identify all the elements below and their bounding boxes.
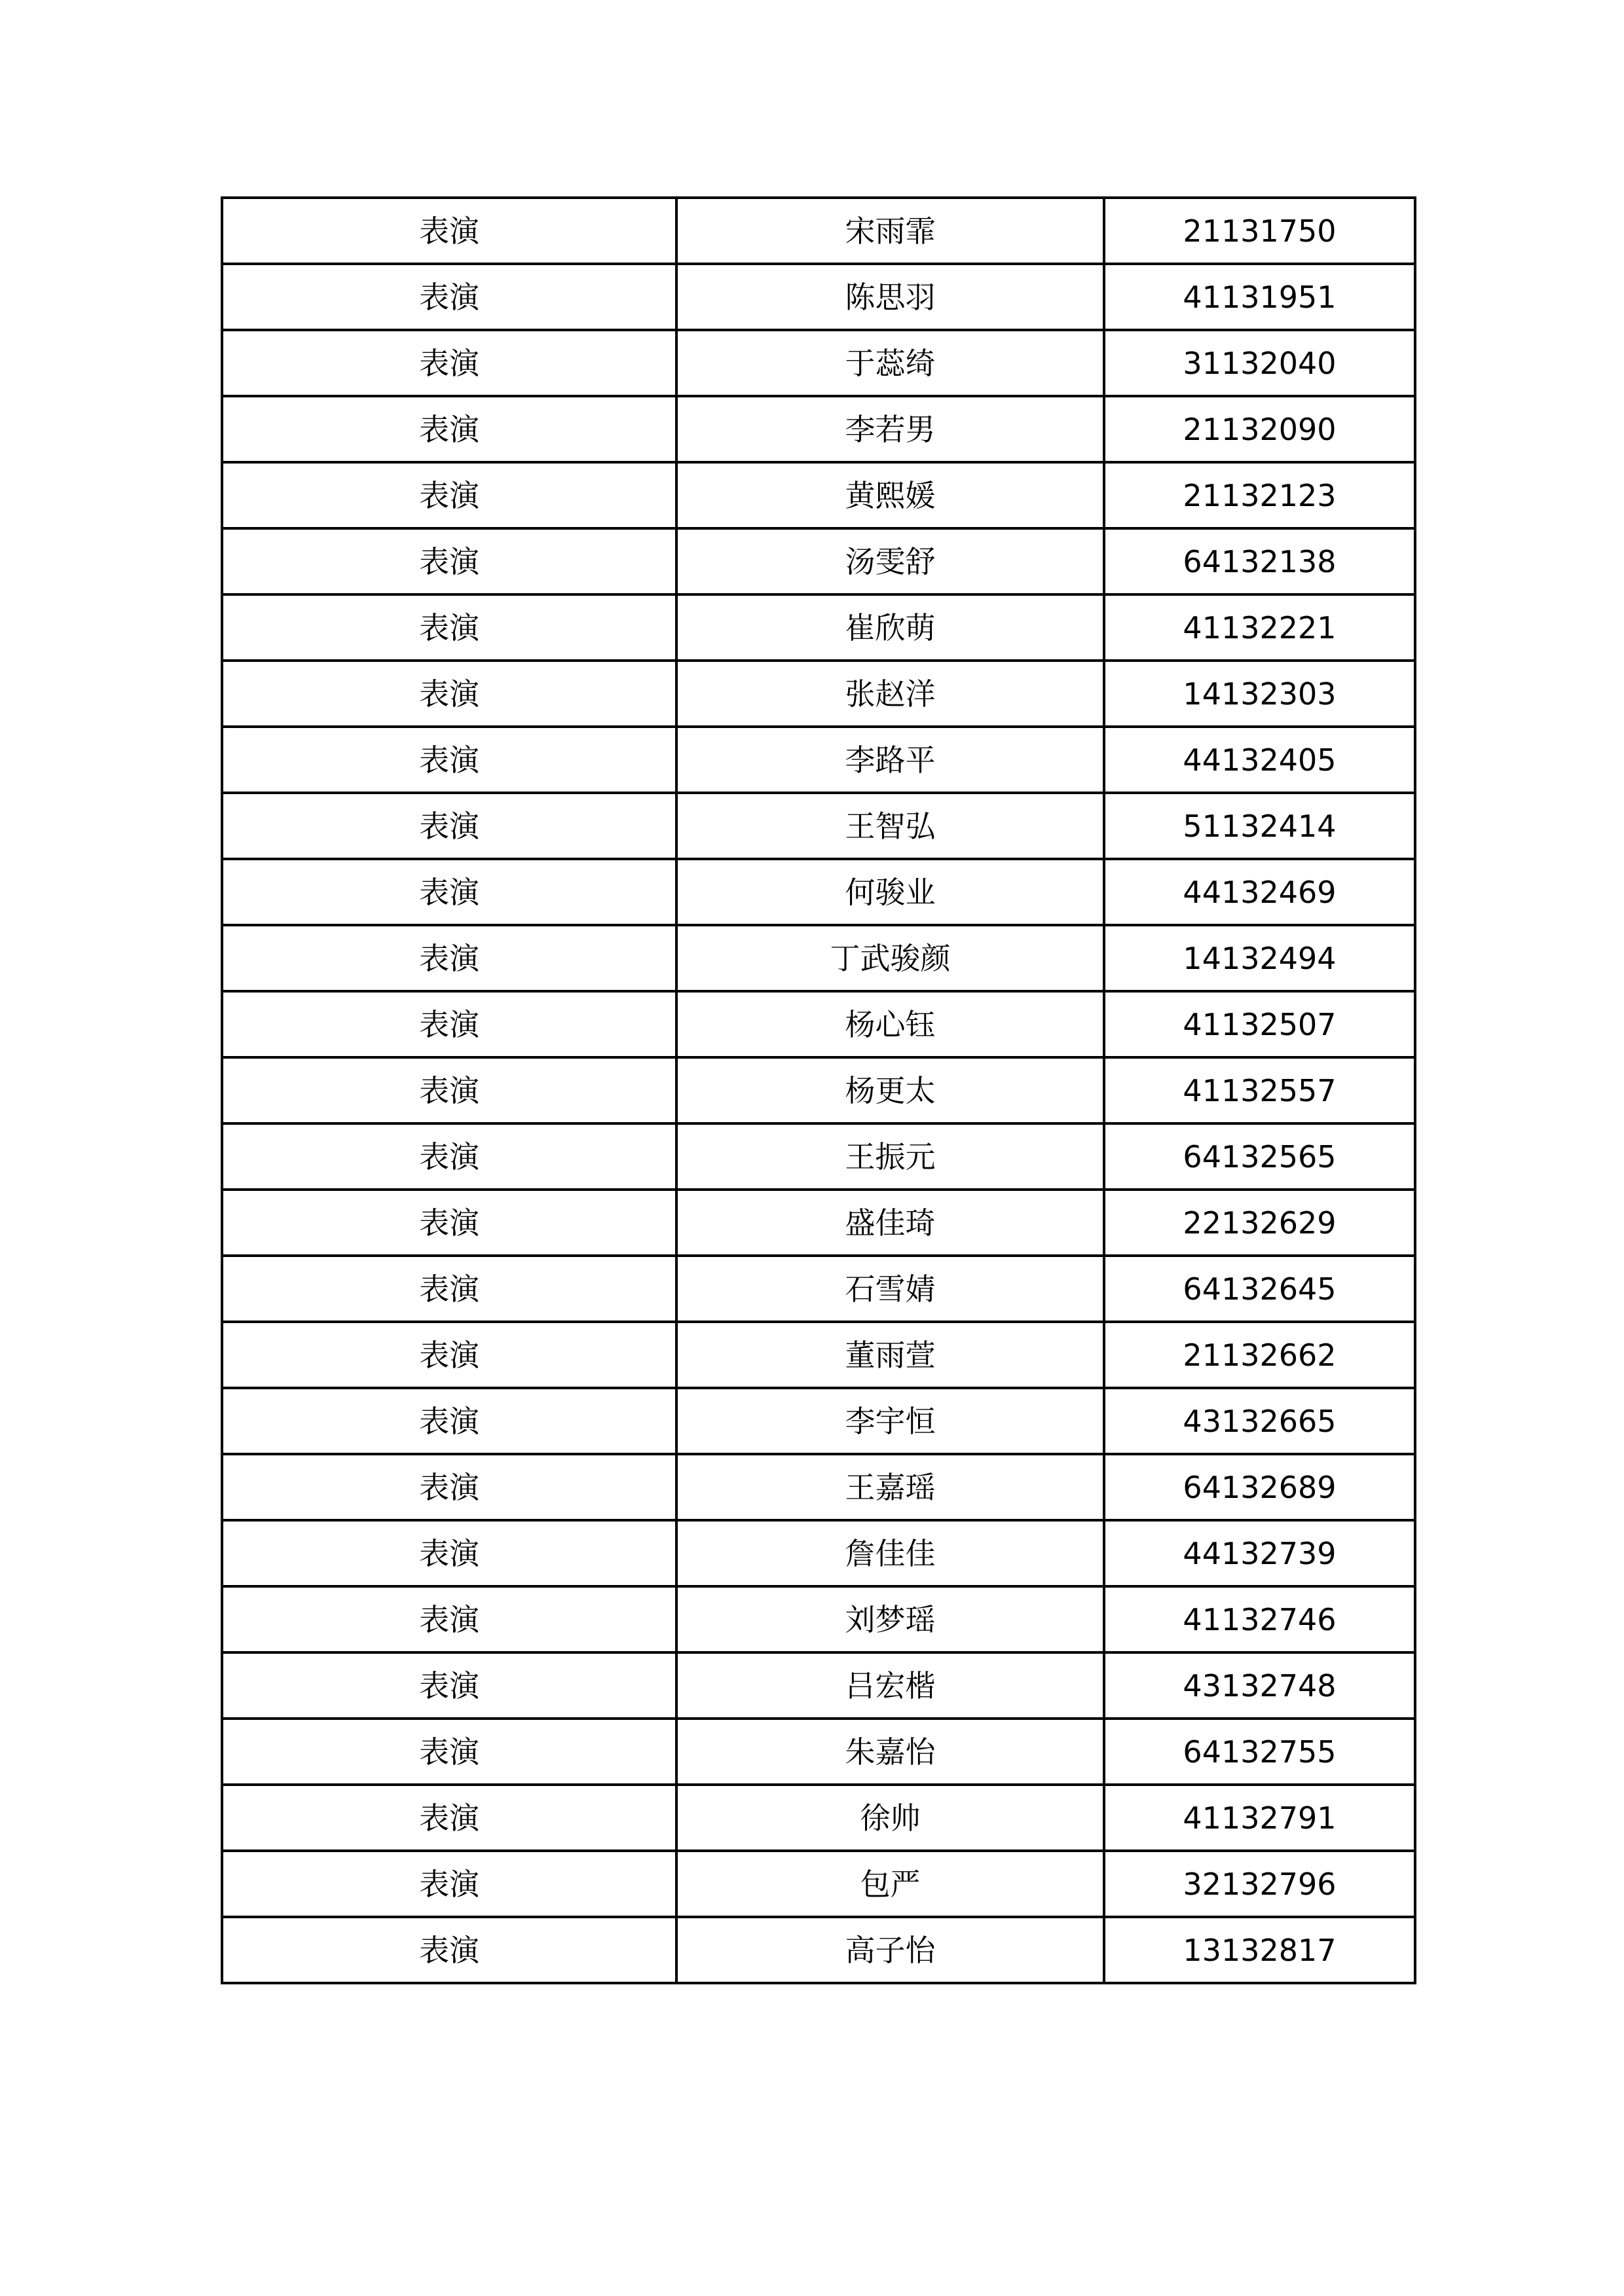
table-row	[222, 1520, 1415, 1586]
table-row	[222, 198, 1415, 264]
exam-number-cell: 41132557	[1104, 1057, 1415, 1123]
major-cell: 表演	[222, 1851, 676, 1917]
name-cell: 张赵洋	[676, 661, 1104, 727]
major-cell: 表演	[222, 396, 676, 462]
table-row	[222, 1190, 1415, 1256]
name-cell: 李宇恒	[676, 1388, 1104, 1454]
name-cell: 王嘉瑶	[676, 1454, 1104, 1520]
name-cell: 包严	[676, 1851, 1104, 1917]
table-row	[222, 1917, 1415, 1983]
exam-number-cell: 41132791	[1104, 1785, 1415, 1851]
exam-number-cell: 31132040	[1104, 330, 1415, 396]
exam-number-cell: 64132645	[1104, 1256, 1415, 1322]
major-cell: 表演	[222, 330, 676, 396]
major-cell: 表演	[222, 528, 676, 594]
name-cell: 王振元	[676, 1123, 1104, 1190]
exam-number-cell: 21132090	[1104, 396, 1415, 462]
major-cell: 表演	[222, 594, 676, 661]
name-cell: 朱嘉怡	[676, 1719, 1104, 1785]
name-cell: 徐帅	[676, 1785, 1104, 1851]
major-cell: 表演	[222, 727, 676, 793]
major-cell: 表演	[222, 1256, 676, 1322]
name-cell: 宋雨霏	[676, 198, 1104, 264]
table-row	[222, 462, 1415, 528]
table-row	[222, 330, 1415, 396]
name-cell: 董雨萱	[676, 1322, 1104, 1388]
major-cell: 表演	[222, 1123, 676, 1190]
table-row	[222, 727, 1415, 793]
exam-number-cell: 64132565	[1104, 1123, 1415, 1190]
name-cell: 陈思羽	[676, 264, 1104, 330]
name-cell: 黄熙媛	[676, 462, 1104, 528]
table-row	[222, 1785, 1415, 1851]
major-cell: 表演	[222, 264, 676, 330]
admission-list-table	[221, 196, 1416, 1984]
name-cell: 詹佳佳	[676, 1520, 1104, 1586]
major-cell: 表演	[222, 991, 676, 1057]
major-cell: 表演	[222, 198, 676, 264]
table-row	[222, 661, 1415, 727]
major-cell: 表演	[222, 1719, 676, 1785]
exam-number-cell: 41132746	[1104, 1586, 1415, 1652]
exam-number-cell: 64132755	[1104, 1719, 1415, 1785]
name-cell: 何骏业	[676, 859, 1104, 925]
major-cell: 表演	[222, 1917, 676, 1983]
major-cell: 表演	[222, 661, 676, 727]
name-cell: 吕宏楷	[676, 1652, 1104, 1719]
table-row	[222, 1851, 1415, 1917]
exam-number-cell: 41132221	[1104, 594, 1415, 661]
table-row	[222, 793, 1415, 859]
name-cell: 李路平	[676, 727, 1104, 793]
exam-number-cell: 64132138	[1104, 528, 1415, 594]
name-cell: 杨更太	[676, 1057, 1104, 1123]
table-body	[222, 198, 1415, 1983]
exam-number-cell: 44132469	[1104, 859, 1415, 925]
table-row	[222, 859, 1415, 925]
major-cell: 表演	[222, 1388, 676, 1454]
name-cell: 于蕊绮	[676, 330, 1104, 396]
exam-number-cell: 64132689	[1104, 1454, 1415, 1520]
major-cell: 表演	[222, 1652, 676, 1719]
major-cell: 表演	[222, 1785, 676, 1851]
exam-number-cell: 44132405	[1104, 727, 1415, 793]
major-cell: 表演	[222, 1586, 676, 1652]
name-cell: 王智弘	[676, 793, 1104, 859]
exam-number-cell: 22132629	[1104, 1190, 1415, 1256]
table-row	[222, 1057, 1415, 1123]
table-row	[222, 528, 1415, 594]
table-row	[222, 1454, 1415, 1520]
name-cell: 杨心钰	[676, 991, 1104, 1057]
name-cell: 盛佳琦	[676, 1190, 1104, 1256]
exam-number-cell: 14132303	[1104, 661, 1415, 727]
exam-number-cell: 21131750	[1104, 198, 1415, 264]
table-row	[222, 1123, 1415, 1190]
major-cell: 表演	[222, 1454, 676, 1520]
table-row	[222, 264, 1415, 330]
exam-number-cell: 21132123	[1104, 462, 1415, 528]
major-cell: 表演	[222, 1057, 676, 1123]
name-cell: 刘梦瑶	[676, 1586, 1104, 1652]
table-row	[222, 1586, 1415, 1652]
table-row	[222, 991, 1415, 1057]
table-row	[222, 1719, 1415, 1785]
major-cell: 表演	[222, 1190, 676, 1256]
table-row	[222, 396, 1415, 462]
major-cell: 表演	[222, 1520, 676, 1586]
exam-number-cell: 43132748	[1104, 1652, 1415, 1719]
exam-number-cell: 41132507	[1104, 991, 1415, 1057]
name-cell: 石雪婧	[676, 1256, 1104, 1322]
name-cell: 李若男	[676, 396, 1104, 462]
exam-number-cell: 14132494	[1104, 925, 1415, 991]
name-cell: 汤雯舒	[676, 528, 1104, 594]
table-row	[222, 1256, 1415, 1322]
major-cell: 表演	[222, 462, 676, 528]
major-cell: 表演	[222, 793, 676, 859]
exam-number-cell: 51132414	[1104, 793, 1415, 859]
name-cell: 丁武骏颜	[676, 925, 1104, 991]
exam-number-cell: 13132817	[1104, 1917, 1415, 1983]
table-row	[222, 1652, 1415, 1719]
exam-number-cell: 44132739	[1104, 1520, 1415, 1586]
exam-number-cell: 21132662	[1104, 1322, 1415, 1388]
name-cell: 崔欣萌	[676, 594, 1104, 661]
name-cell: 高子怡	[676, 1917, 1104, 1983]
table-row	[222, 1388, 1415, 1454]
exam-number-cell: 32132796	[1104, 1851, 1415, 1917]
major-cell: 表演	[222, 1322, 676, 1388]
table-row	[222, 925, 1415, 991]
major-cell: 表演	[222, 925, 676, 991]
table-row	[222, 1322, 1415, 1388]
exam-number-cell: 41131951	[1104, 264, 1415, 330]
major-cell: 表演	[222, 859, 676, 925]
table-row	[222, 594, 1415, 661]
exam-number-cell: 43132665	[1104, 1388, 1415, 1454]
